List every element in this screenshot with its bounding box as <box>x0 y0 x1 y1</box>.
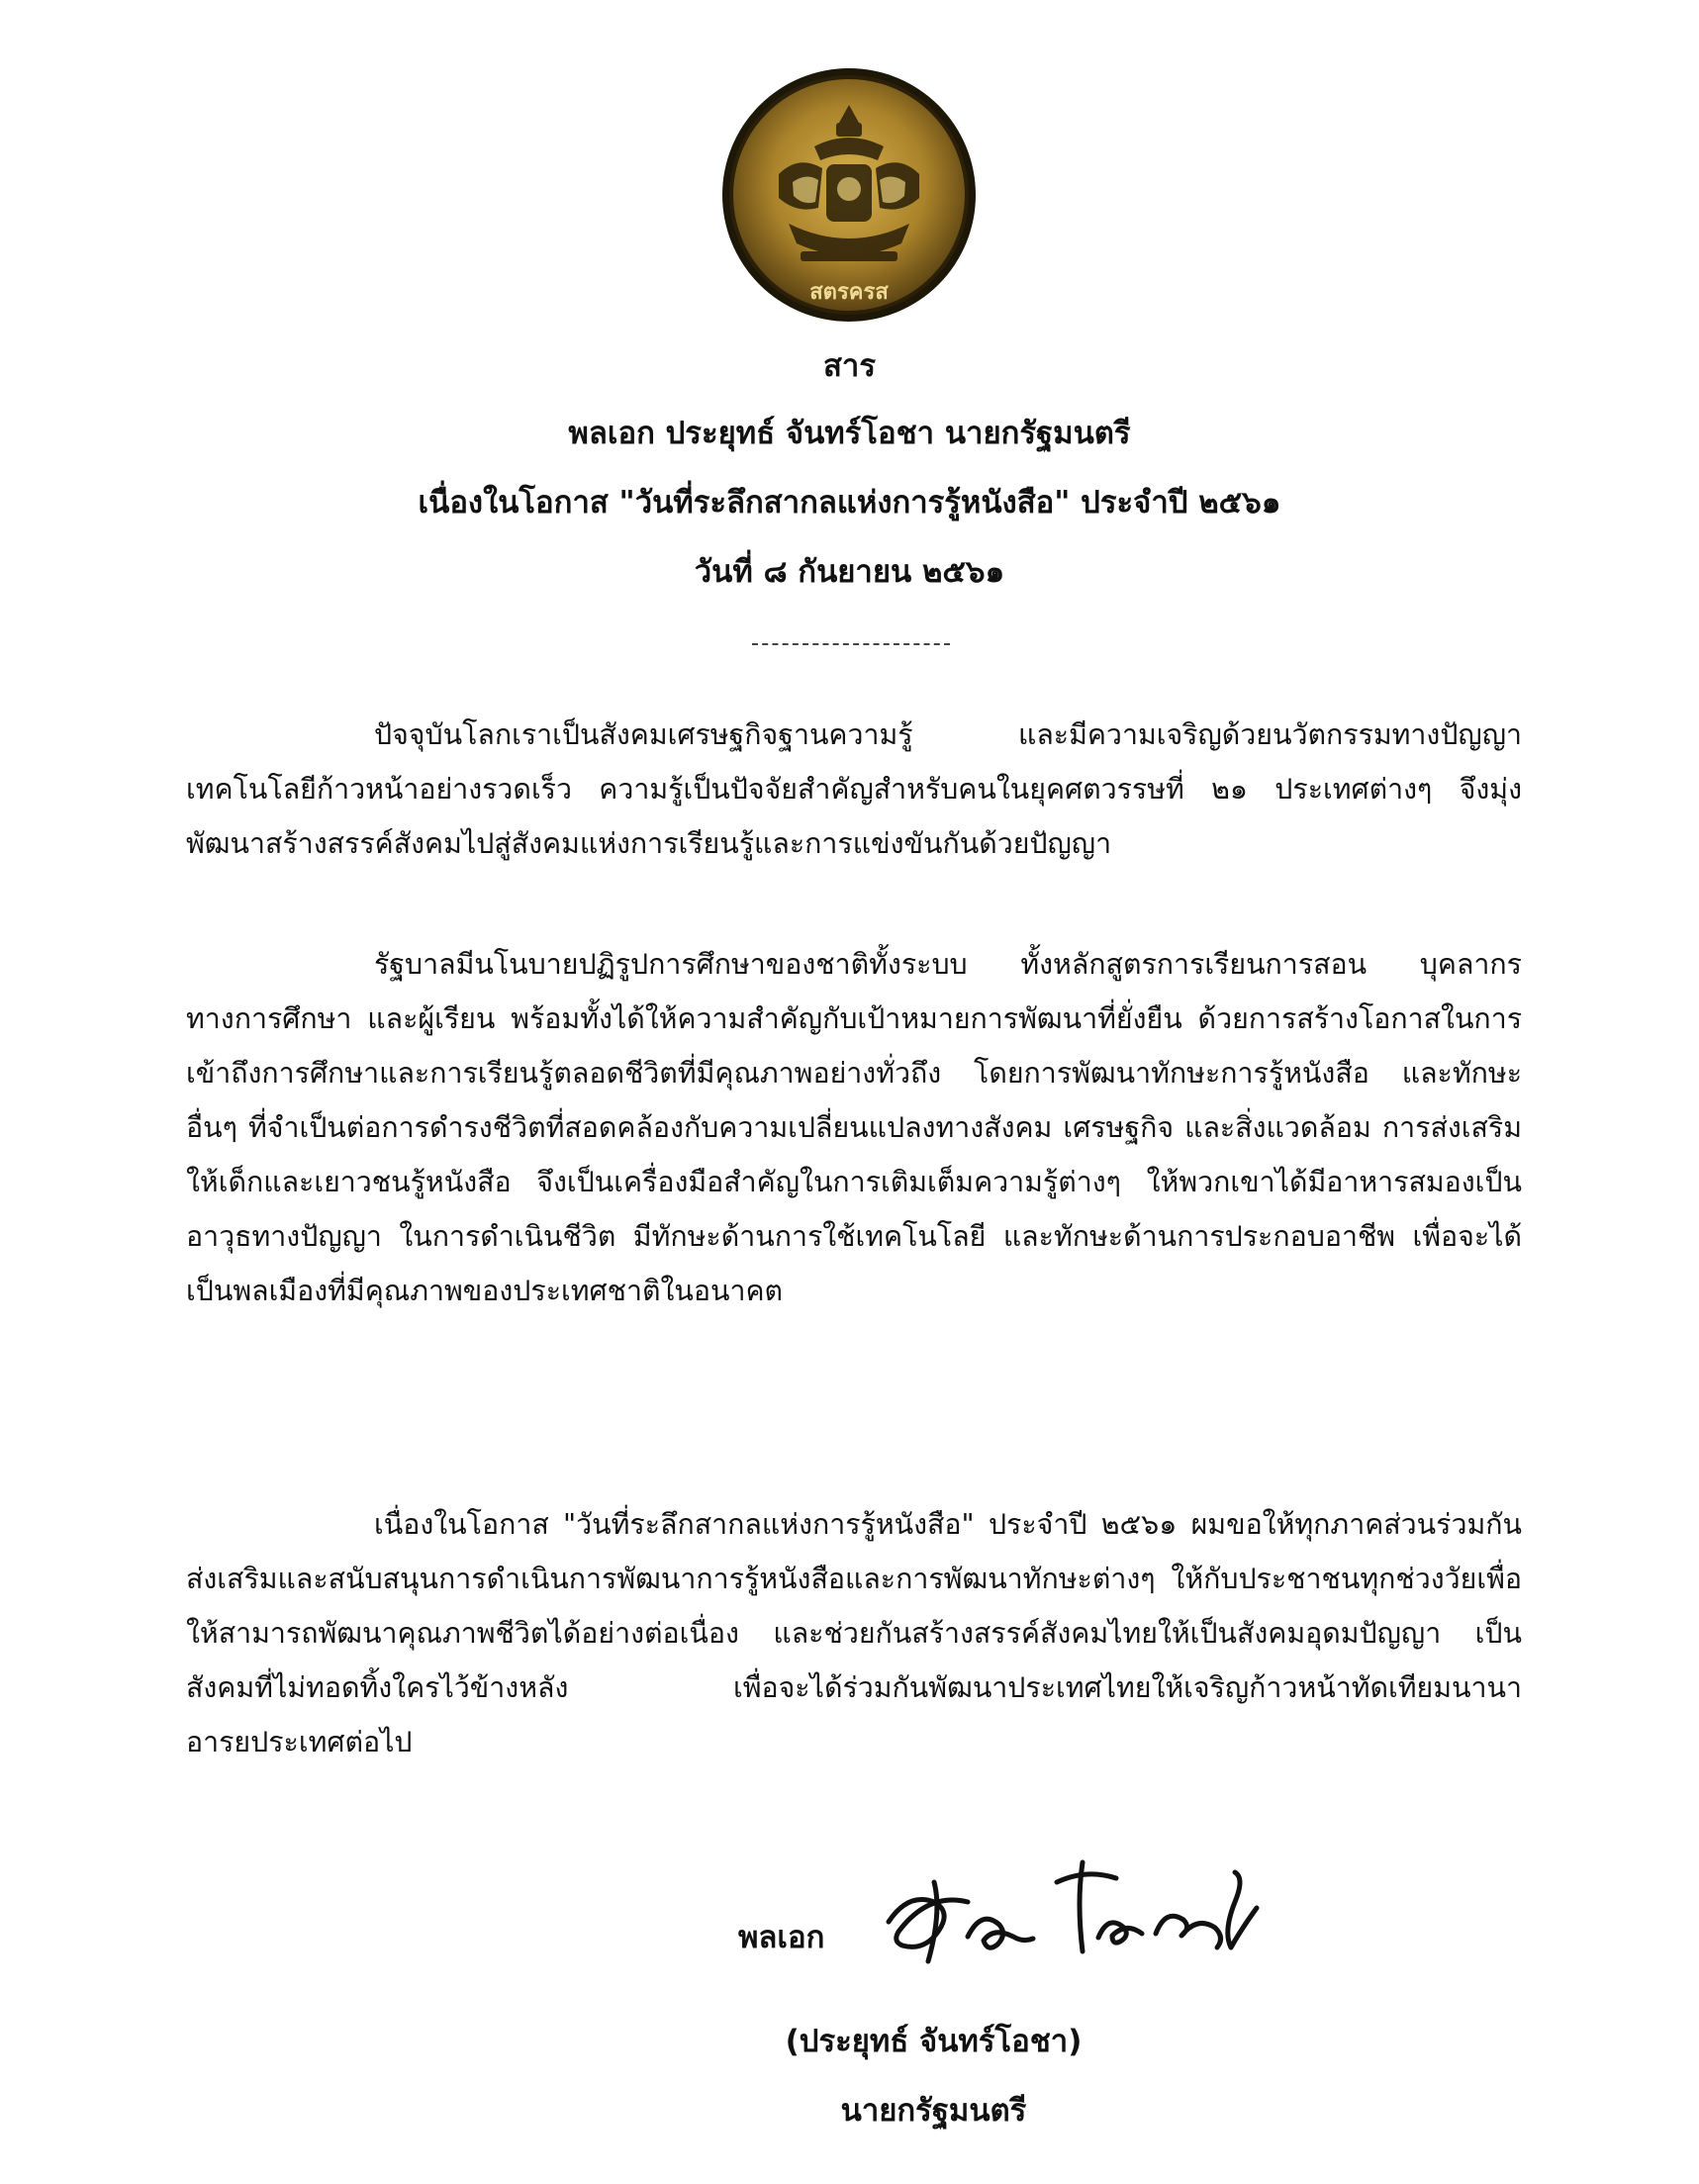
author-line: พลเอก ประยุทธ์ จันทร์โอชา นายกรัฐมนตรี <box>568 416 1131 451</box>
signatory-name: (ประยุทธ์ จันทร์โอชา) <box>785 2024 1083 2059</box>
svg-text:สตรครส: สตรครส <box>809 280 889 305</box>
date-line: วันที่ ๘ กันยายน ๒๕๖๑ <box>694 554 1005 590</box>
handwritten-signature-icon <box>869 1843 1324 1991</box>
document-title: สาร <box>823 348 876 384</box>
divider <box>752 643 950 645</box>
occasion-line: เนื่องในโอกาส "วันที่ระลึกสากลแห่งการรู้หนังสือ" ประจำปี ๒๕๖๑ <box>418 485 1281 521</box>
signatory-title: นายกรัฐมนตรี <box>840 2093 1027 2129</box>
paragraph-2: รัฐบาลมีนโนบายปฏิรูปการศึกษาของชาติทั้งระบบ ทั้งหลักสูตรการเรียนการสอน บุคลากรทางการศึกษา และผู้เรียน พร้อมทั้งได้ให้ความสำคัญกับเป้าหมายการพัฒนาที่ยั่งยืน ด้วยการสร้างโอกาสในการเข้าถึงการศึกษาและการเรียนรู้ตลอดชีวิตที่มีคุณภาพอย่างทั่วถึง โดยการพัฒนาทักษะการรู้หนังสือ และทักษะอื่นๆ ที่จำเป็นต่อการดำรงชีวิตที่สอดคล้องกับความเปลี่ยนแปลงทางสังคม เศรษฐกิจ และสิ่งแวดล้อม การส่งเสริมให้เด็กและเยาวชนรู้หนังสือ จึงเป็นเครื่องมือสำคัญในการเติมเต็มความรู้ต่างๆ ให้พวกเขาได้มีอาหารสมองเป็นอาวุธทางปัญญา ในการดำเนินชีวิต มีทักษะด้านการใช้เทคโนโลยี และทักษะด้านการประกอบอาชีพ เพื่อจะได้เป็นพลเมืองที่มีคุณภาพของประเทศชาติในอนาคต <box>186 948 1522 1307</box>
paragraph-1: ปัจจุบันโลกเราเป็นสังคมเศรษฐกิจฐานความรู้ และมีความเจริญด้วยนวัตกรรมทางปัญญา เทคโนโลยีก้าวหน้าอย่างรวดเร็ว ความรู้เป็นปัจจัยสำคัญสำหรับคนในยุคศตวรรษที่ ๒๑ ประเทศต่างๆ จึงมุ่งพัฒนาสร้างสรรค์สังคมไปสู่สังคมแห่งการเรียนรู้และการแข่งขันกันด้วยปัญญา <box>186 718 1522 860</box>
paragraph-3: เนื่องในโอกาส "วันที่ระลึกสากลแห่งการรู้หนังสือ" ประจำปี ๒๕๖๑ ผมขอให้ทุกภาคส่วนร่วมกันส่งเสริมและสนับสนุนการดำเนินการพัฒนาการรู้หนังสือและการพัฒนาทักษะต่างๆ ให้กับประชาชนทุกช่วงวัยเพื่อให้สามารถพัฒนาคุณภาพชีวิตได้อย่างต่อเนื่อง และช่วยกันสร้างสรรค์สังคมไทยให้เป็นสังคมอุดมปัญญา เป็นสังคมที่ไม่ทอดทิ้งใครไว้ข้างหลัง เพื่อจะได้ร่วมกันพัฒนาประเทศไทยให้เจริญก้าวหน้าทัดเทียมนานาอารยประเทศต่อไป <box>186 1508 1522 1758</box>
garuda-seal-icon <box>719 65 979 325</box>
signature-rank: พลเอก <box>738 1920 825 1955</box>
